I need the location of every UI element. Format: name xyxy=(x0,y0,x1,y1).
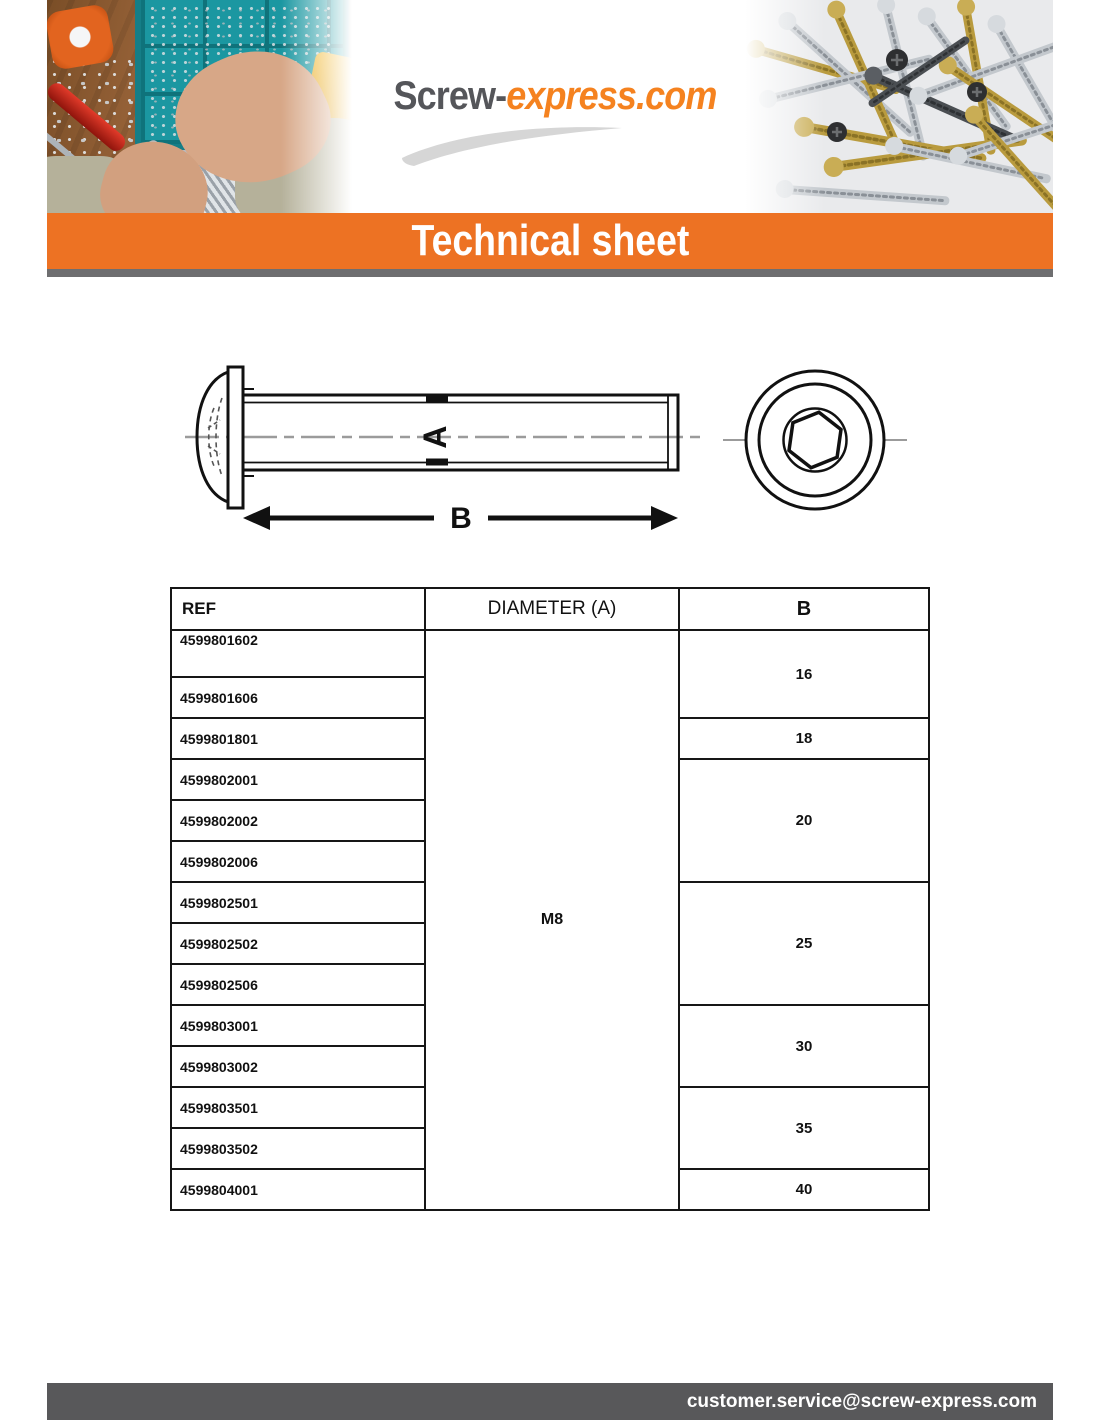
contact-email: customer.service@screw-express.com xyxy=(686,1390,1037,1412)
ref-cell: 4599803502 xyxy=(171,1128,425,1169)
workbench-photo xyxy=(47,0,355,213)
b-cell: 40 xyxy=(679,1169,929,1210)
b-cell: 30 xyxy=(679,1005,929,1087)
screw-front-view xyxy=(723,371,907,509)
ref-cell: 4599803001 xyxy=(171,1005,425,1046)
screws-pile-art xyxy=(745,0,1053,213)
b-cell: 35 xyxy=(679,1087,929,1169)
banner-strip xyxy=(47,269,1053,277)
photo-fade-edge xyxy=(47,0,355,213)
b-cell: 18 xyxy=(679,718,929,759)
ref-cell: 4599802502 xyxy=(171,923,425,964)
ref-cell: 4599802001 xyxy=(171,759,425,800)
b-cell: 16 xyxy=(679,630,929,718)
ref-cell: 4599801606 xyxy=(171,677,425,718)
ref-cell: 4599801602 xyxy=(171,630,425,677)
ref-cell: 4599802002 xyxy=(171,800,425,841)
logo-swoosh xyxy=(388,124,633,170)
flange-circle xyxy=(746,371,884,509)
b-cell: 25 xyxy=(679,882,929,1005)
logo xyxy=(390,74,719,119)
logo-text-orange: express.com xyxy=(506,74,717,118)
spec-table xyxy=(170,587,930,1211)
screws-pile-photo xyxy=(745,0,1053,213)
b-cell: 20 xyxy=(679,759,929,882)
table-row xyxy=(171,630,929,677)
page-title: Technical sheet xyxy=(411,216,689,265)
logo-text-dark: Screw- xyxy=(393,74,507,118)
ref-cell: 4599802501 xyxy=(171,882,425,923)
banner xyxy=(47,213,1053,269)
ref-cell: 4599801801 xyxy=(171,718,425,759)
screw-side-view xyxy=(185,367,702,535)
ref-cell: 4599802006 xyxy=(171,841,425,882)
screw-technical-drawing xyxy=(150,340,930,570)
footer-bar xyxy=(47,1383,1053,1420)
diameter-cell: M8 xyxy=(425,630,679,1210)
header-diameter: DIAMETER (A) xyxy=(425,588,679,630)
header-ref: REF xyxy=(171,588,425,630)
dimension-label-a: A xyxy=(417,425,453,449)
header-b: B xyxy=(679,588,929,630)
ref-cell: 4599803501 xyxy=(171,1087,425,1128)
ref-cell: 4599802506 xyxy=(171,964,425,1005)
table-header-row xyxy=(171,588,929,630)
ref-cell: 4599803002 xyxy=(171,1046,425,1087)
dimension-label-b: B xyxy=(450,502,472,535)
ref-cell: 4599804001 xyxy=(171,1169,425,1210)
